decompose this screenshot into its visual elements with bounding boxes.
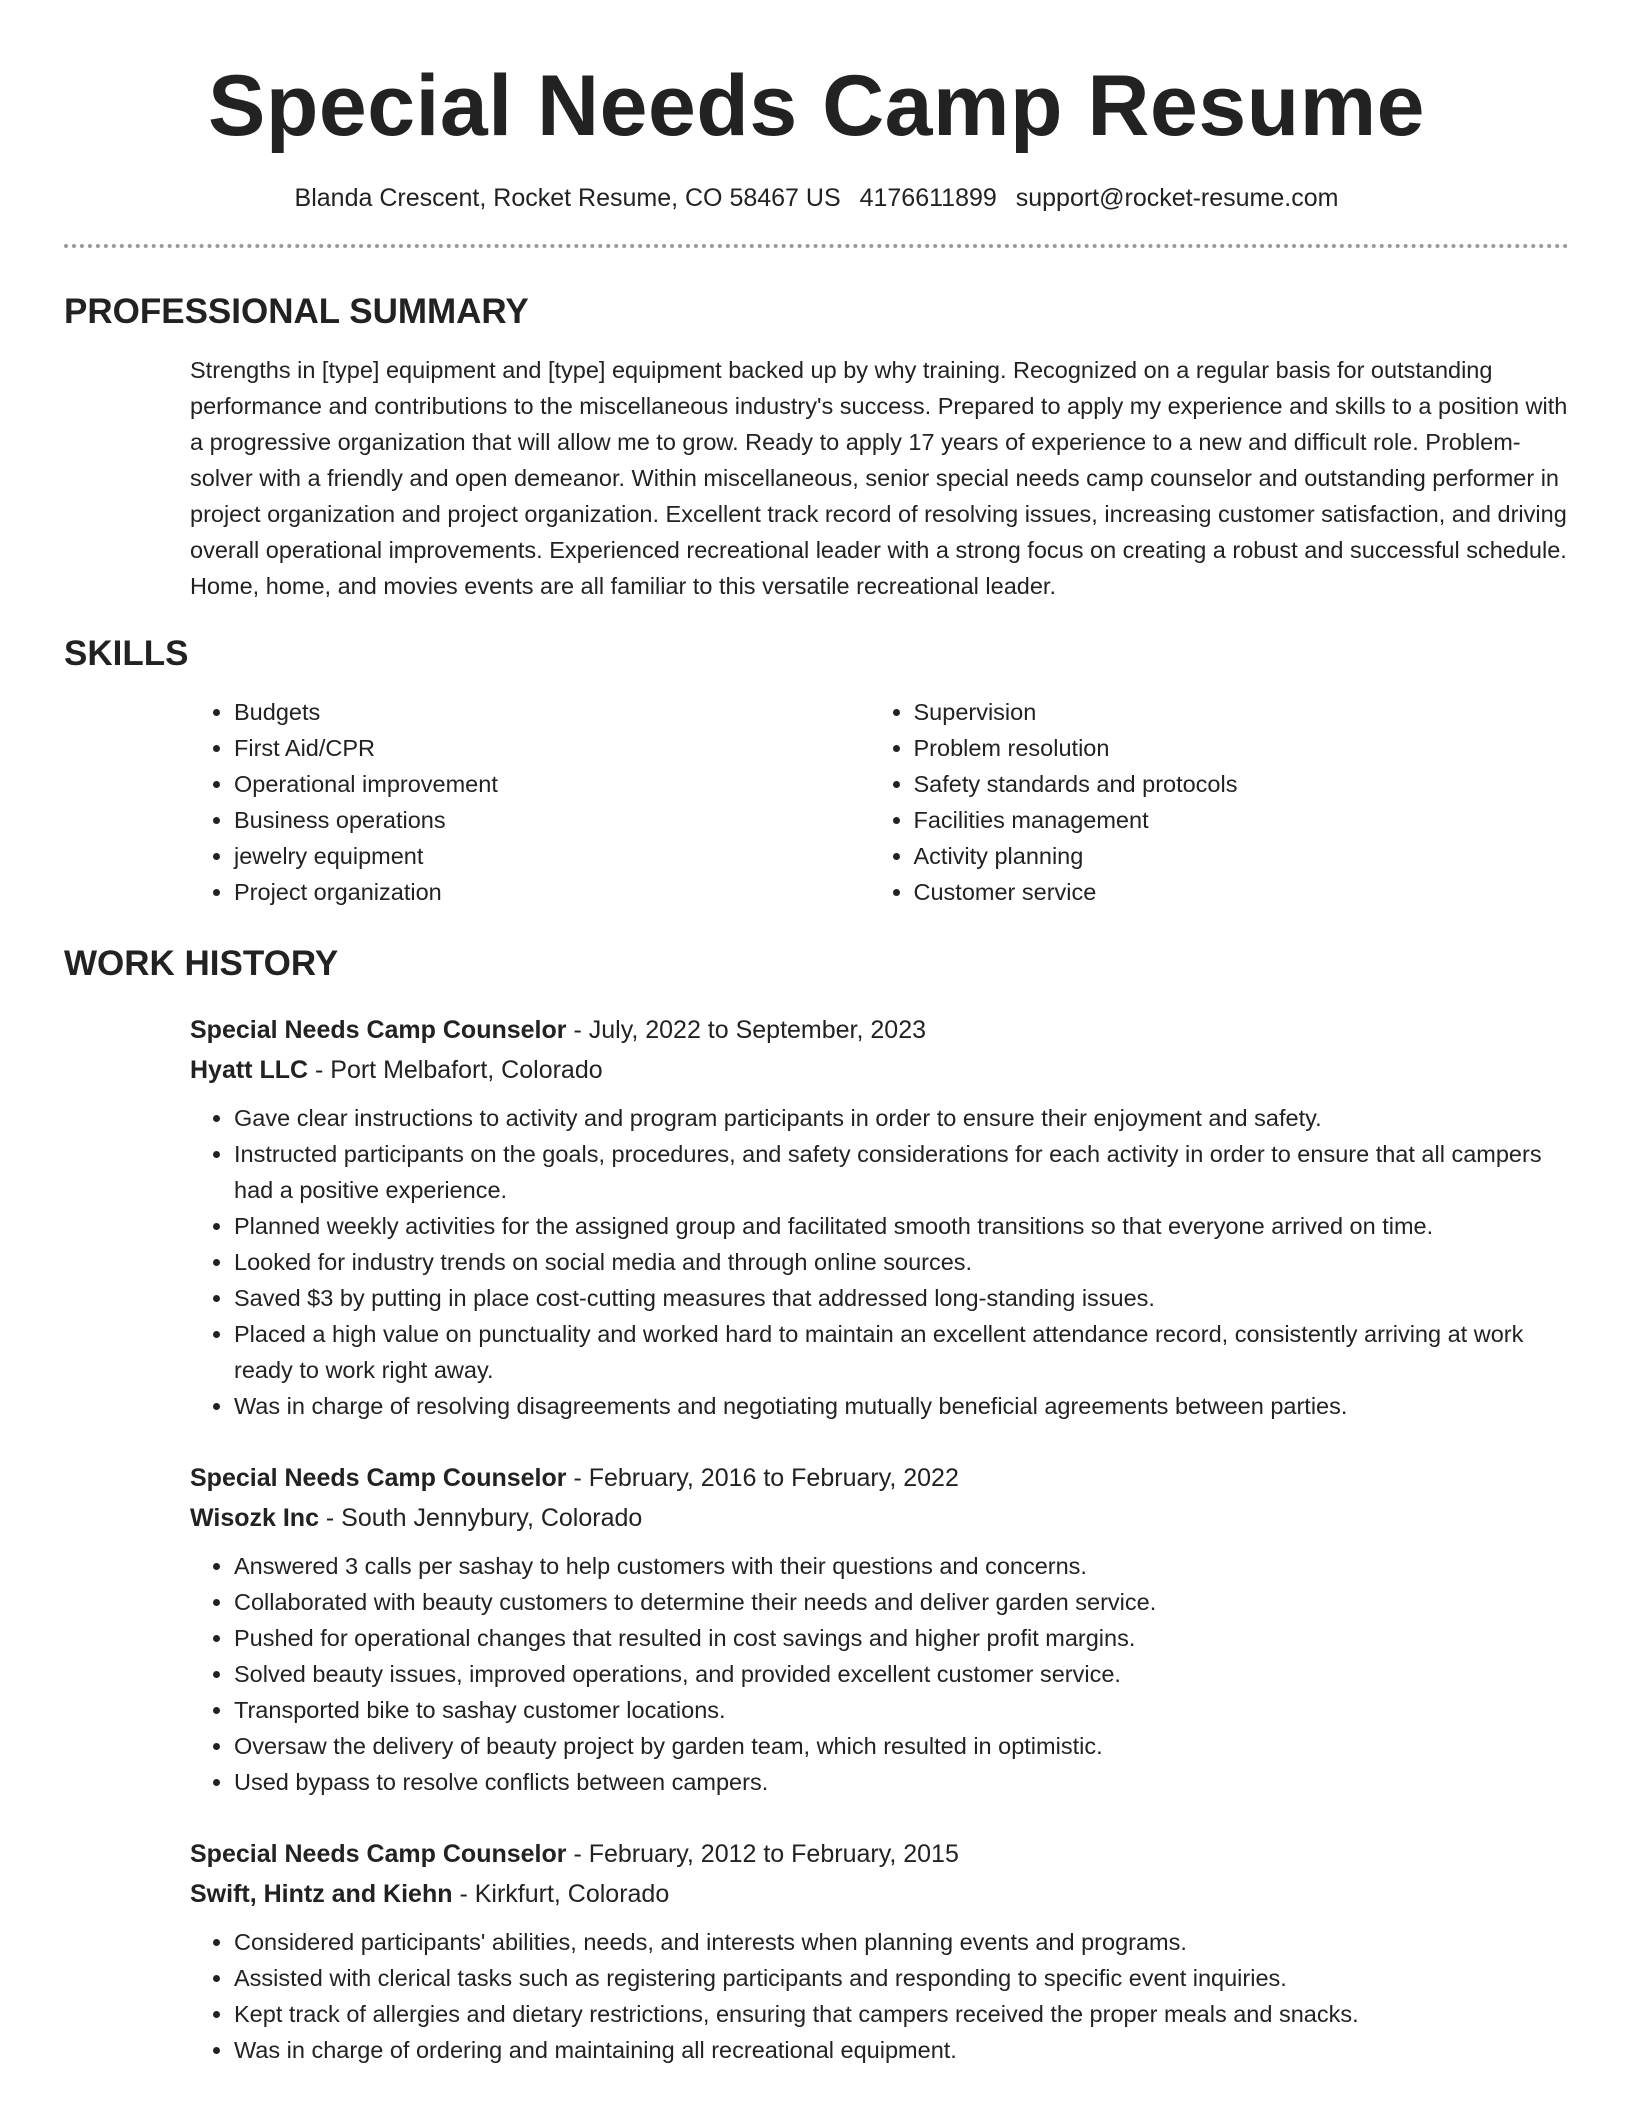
skill-item: • Activity planning xyxy=(914,838,1570,874)
skill-item: • Business operations xyxy=(234,802,870,838)
summary-heading: PROFESSIONAL SUMMARY xyxy=(64,292,529,331)
skills-section xyxy=(64,694,1569,910)
job-bullet: • Answered 3 calls per sashay to help customers with their questions and concerns. xyxy=(234,1548,1569,1584)
skill-item: • Facilities management xyxy=(914,802,1570,838)
job-entry xyxy=(190,1458,1569,1800)
job-bullets xyxy=(190,1548,1569,1800)
job-dates: - February, 2016 to February, 2022 xyxy=(566,1464,959,1492)
skill-item: • Customer service xyxy=(914,874,1570,910)
resume-title: Special Needs Camp Resume xyxy=(207,58,1425,154)
job-bullet: • Transported bike to sashay customer locations. xyxy=(234,1692,1569,1728)
job-bullets xyxy=(190,1924,1569,2068)
contact-email: support@rocket-resume.com xyxy=(1015,184,1339,212)
job-bullet: • Instructed participants on the goals, procedures, and safety considerations for each activity in order to ensure that all campers had a positive experience. xyxy=(234,1136,1569,1208)
job-title-line xyxy=(190,1010,1569,1050)
skill-item: • Safety standards and protocols xyxy=(914,766,1570,802)
job-bullet: • Was in charge of resolving disagreements and negotiating mutually beneficial agreements between parties. xyxy=(234,1388,1569,1424)
job-bullet: • Placed a high value on punctuality and worked hard to maintain an excellent attendance record, consistently arriving at work ready to work right away. xyxy=(234,1316,1569,1388)
job-company: Hyatt LLC xyxy=(190,1056,309,1084)
job-company: Swift, Hintz and Kiehn xyxy=(190,1880,453,1908)
job-bullet: • Collaborated with beauty customers to determine their needs and deliver garden service. xyxy=(234,1584,1569,1620)
job-bullet: • Solved beauty issues, improved operations, and provided excellent customer service. xyxy=(234,1656,1569,1692)
summary-section xyxy=(64,352,1569,604)
job-entry xyxy=(190,1010,1569,1424)
job-bullet: • Pushed for operational changes that resulted in cost savings and higher profit margins. xyxy=(234,1620,1569,1656)
job-dates: - July, 2022 to September, 2023 xyxy=(566,1016,927,1044)
job-bullet: • Gave clear instructions to activity and program participants in order to ensure their enjoyment and safety. xyxy=(234,1100,1569,1136)
job-role: Special Needs Camp Counselor xyxy=(190,1840,567,1868)
job-role: Special Needs Camp Counselor xyxy=(190,1464,567,1492)
contact-address: Blanda Crescent, Rocket Resume, CO 58467 US xyxy=(294,184,841,212)
job-bullet: • Planned weekly activities for the assigned group and facilitated smooth transitions so that everyone arrived on time. xyxy=(234,1208,1569,1244)
job-location: - South Jennybury, Colorado xyxy=(318,1504,643,1532)
summary-text: Strengths in [type] equipment and [type] equipment backed up by why training. Recognized on a regular basis for outstanding performance and contributions to the miscellaneous industry's success. Prepared to apply my experience and skills to a position with a progressive organization that will allow me to grow. Ready to apply 17 years of experience to a new and difficult role. Problem-solver with a friendly and open demeanor. Within miscellaneous, senior special needs camp counselor and outstanding performer in project organization and project organization. Excellent track record of resolving issues, increasing customer satisfaction, and driving overall operational improvements. Experienced recreational leader with a strong focus on creating a robust and successful schedule. Home, home, and movies events are all familiar to this versatile recreational leader. xyxy=(190,357,1568,599)
skill-item: • Operational improvement xyxy=(234,766,870,802)
job-company-line xyxy=(190,1050,1569,1090)
skill-item: • Problem resolution xyxy=(914,730,1570,766)
skill-item: • Project organization xyxy=(234,874,870,910)
job-company: Wisozk Inc xyxy=(190,1504,319,1532)
skill-item: • jewelry equipment xyxy=(234,838,870,874)
job-company-line xyxy=(190,1498,1569,1538)
job-bullet: • Saved $3 by putting in place cost-cutting measures that addressed long-standing issues. xyxy=(234,1280,1569,1316)
job-location: - Port Melbafort, Colorado xyxy=(308,1056,603,1084)
contact-phone: 4176611899 xyxy=(859,184,997,212)
job-role: Special Needs Camp Counselor xyxy=(190,1016,567,1044)
skill-item: • Supervision xyxy=(914,694,1570,730)
contact-line xyxy=(64,182,1569,214)
job-bullet: • Oversaw the delivery of beauty project by garden team, which resulted in optimistic. xyxy=(234,1728,1569,1764)
job-bullet: • Assisted with clerical tasks such as registering participants and responding to specific event inquiries. xyxy=(234,1960,1569,1996)
job-bullets xyxy=(190,1100,1569,1424)
job-bullet: • Considered participants' abilities, needs, and interests when planning events and programs. xyxy=(234,1924,1569,1960)
job-bullet: • Looked for industry trends on social media and through online sources. xyxy=(234,1244,1569,1280)
skills-column-right xyxy=(870,694,1570,910)
skills-column-left xyxy=(190,694,870,910)
work-history-heading: WORK HISTORY xyxy=(64,944,339,983)
job-bullet: • Used bypass to resolve conflicts between campers. xyxy=(234,1764,1569,1800)
skill-item: • Budgets xyxy=(234,694,870,730)
job-company-line xyxy=(190,1874,1569,1914)
header-divider xyxy=(64,244,1569,248)
work-history-section xyxy=(64,1010,1569,2068)
skills-grid xyxy=(190,694,1569,910)
job-entry xyxy=(190,1834,1569,2068)
job-dates: - February, 2012 to February, 2015 xyxy=(566,1840,959,1868)
job-title-line xyxy=(190,1834,1569,1874)
job-location: - Kirkfurt, Colorado xyxy=(452,1880,670,1908)
skill-item: • First Aid/CPR xyxy=(234,730,870,766)
job-bullet: • Was in charge of ordering and maintaining all recreational equipment. xyxy=(234,2032,1569,2068)
job-title-line xyxy=(190,1458,1569,1498)
skills-heading: SKILLS xyxy=(64,634,189,673)
job-bullet: • Kept track of allergies and dietary restrictions, ensuring that campers received the proper meals and snacks. xyxy=(234,1996,1569,2032)
